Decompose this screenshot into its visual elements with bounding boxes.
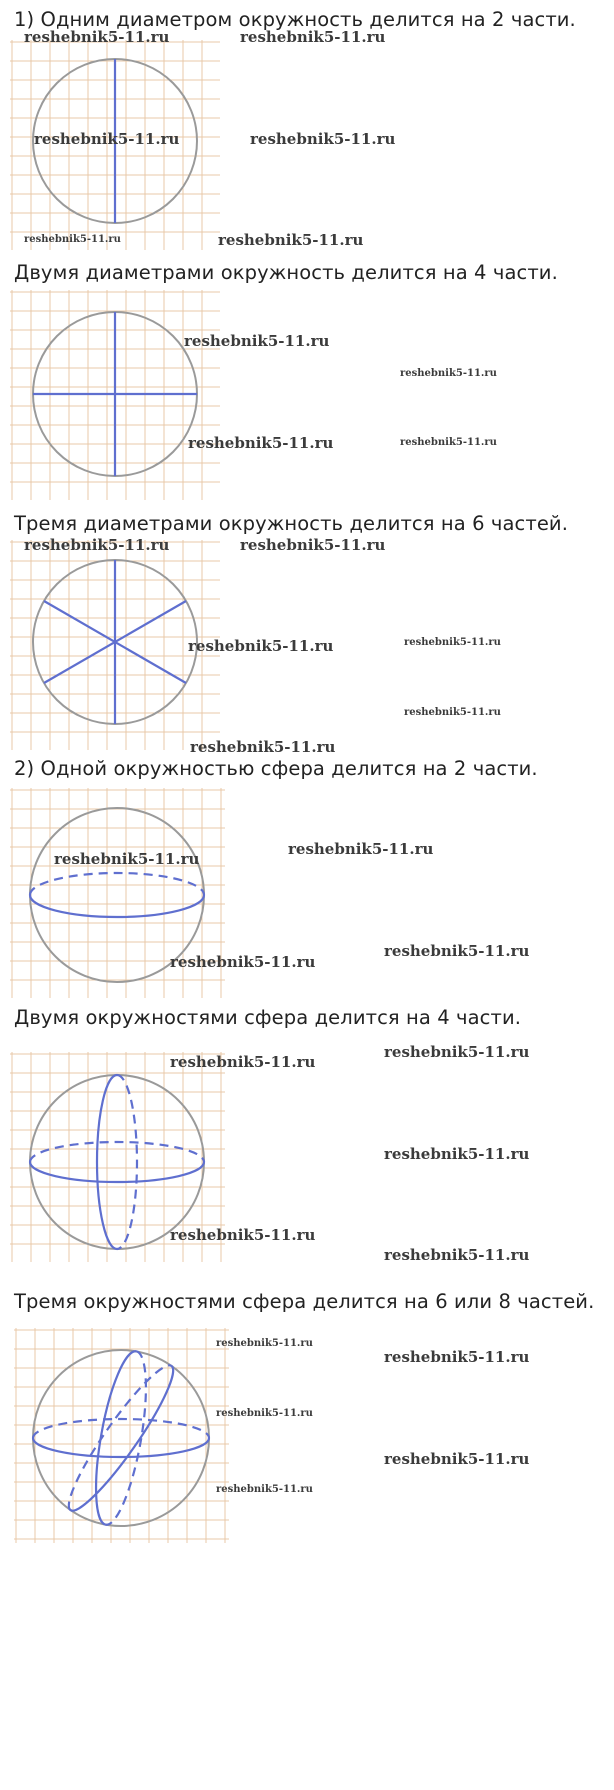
watermark: reshebnik5-11.ru [218,231,364,249]
caption-three-diameters: Тремя диаметрами окружность делится на 6 частей. [14,512,568,535]
watermark: reshebnik5-11.ru [240,28,386,46]
watermark: reshebnik5-11.ru [170,953,316,971]
watermark: reshebnik5-11.ru [384,1145,530,1163]
tilted-circle-back-dashed [57,1357,171,1510]
equator-front [30,1162,204,1182]
watermark: reshebnik5-11.ru [404,637,501,648]
watermark: reshebnik5-11.ru [170,1053,316,1071]
watermark: reshebnik5-11.ru [216,1408,313,1419]
watermark: reshebnik5-11.ru [170,1226,316,1244]
caption-one-diameter: 1) Одним диаметром окружность делится на 2 части. [14,8,576,31]
watermark: reshebnik5-11.ru [250,130,396,148]
meridian-back-dashed [117,1075,137,1249]
equator-front [30,895,204,917]
watermark: reshebnik5-11.ru [184,332,330,350]
meridian-back-dashed [106,1351,156,1528]
watermark: reshebnik5-11.ru [190,738,336,756]
watermark: reshebnik5-11.ru [400,368,497,379]
watermark: reshebnik5-11.ru [384,1450,530,1468]
watermark: reshebnik5-11.ru [24,28,170,46]
sphere-outline [33,1350,209,1526]
equator-back-dashed [30,1142,204,1162]
caption-one-circle-sphere: 2) Одной окружностью сфера делится на 2 части. [14,757,538,780]
grid-paper [14,1328,229,1543]
watermark: reshebnik5-11.ru [24,536,170,554]
caption-two-circles-sphere: Двумя окружностями сфера делится на 4 части. [14,1006,522,1029]
equator-front [33,1438,209,1457]
caption-three-circles-sphere: Тремя окружностями сфера делится на 6 или 8 частей. [14,1290,595,1313]
watermark: reshebnik5-11.ru [400,437,497,448]
watermark: reshebnik5-11.ru [384,1246,530,1264]
watermark: reshebnik5-11.ru [24,234,121,245]
watermark: reshebnik5-11.ru [288,840,434,858]
watermark: reshebnik5-11.ru [34,130,180,148]
figure-two-diameters [10,290,220,500]
watermark: reshebnik5-11.ru [216,1338,313,1349]
watermark: reshebnik5-11.ru [404,707,501,718]
tilted-circle-front [71,1366,185,1519]
watermark: reshebnik5-11.ru [188,637,334,655]
figure-sphere-three-circles [14,1328,229,1543]
caption-two-diameters: Двумя диаметрами окружность делится на 4 части. [14,261,558,284]
watermark: reshebnik5-11.ru [54,850,200,868]
sphere-outline [30,1075,204,1249]
watermark: reshebnik5-11.ru [384,942,530,960]
equator-back-dashed [30,873,204,895]
equator-back-dashed [33,1419,209,1438]
watermark: reshebnik5-11.ru [188,434,334,452]
watermark: reshebnik5-11.ru [216,1484,313,1495]
watermark: reshebnik5-11.ru [240,536,386,554]
watermark: reshebnik5-11.ru [384,1043,530,1061]
watermark: reshebnik5-11.ru [384,1348,530,1366]
